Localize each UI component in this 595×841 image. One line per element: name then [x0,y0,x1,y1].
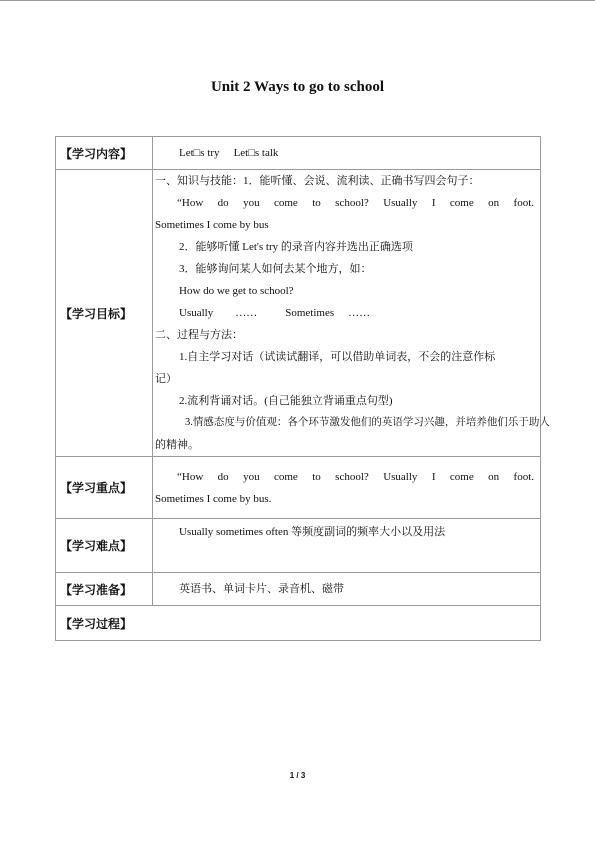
objective-line: Sometimes I come by bus [155,219,269,231]
cell-learning-objectives [153,170,550,457]
top-rule [0,0,595,1]
page-number: 1 / 3 [289,771,306,780]
lesson-plan-table [55,136,550,641]
objective-ellipsis: …… [348,307,371,319]
content-lets-try: Let□s try [179,147,220,159]
label-difficulties: 【学习难点】 [56,519,153,573]
label-process: 【学习过程】 [56,606,541,641]
key-point-line: “How do you come to school? Usually I come on foot. [177,470,534,483]
row-difficulties [56,519,541,573]
row-learning-objectives [56,170,541,457]
objective-line: 3.情感态度与价值观：各个环节激发他们的英语学习兴趣，并培养他们乐于助人 [185,417,550,428]
objective-line: 2.流利背诵对话。(自己能独立背诵重点句型) [179,395,393,407]
objective-line: “How do you come to school? Usually I come on foot. [177,197,534,209]
objective-line: 记） [155,373,177,385]
cell-difficulties [153,519,541,573]
row-key-points [56,457,541,519]
row-process [56,606,541,641]
objective-line [155,302,534,324]
preparation-text: 英语书、单词卡片、录音机、磁带 [179,583,344,595]
cell-key-points [153,457,541,519]
label-learning-content: 【学习内容】 [56,137,153,170]
objective-line: 2．能够听懂 Let's try 的录音内容并选出正确选项 [179,241,413,253]
row-preparation [56,573,541,606]
key-point-line: Sometimes I come by bus. [155,492,272,505]
content-lets-talk: Let□s talk [233,147,279,159]
label-preparation: 【学习准备】 [56,573,153,606]
difficulties-text: Usually sometimes often 等频度副词的频率大小以及用法 [179,526,446,538]
objective-line: How do we get to school? [179,285,294,297]
objective-ellipsis: …… [235,307,258,319]
objective-sometimes: Sometimes [285,307,335,319]
label-learning-objectives: 【学习目标】 [56,170,153,457]
objective-line: 1.自主学习对话（试读试翻译，可以借助单词表，不会的注意作标 [179,351,496,363]
objective-line: 一、知识与技能：1．能听懂、会说、流利读、正确书写四会句子： [155,175,480,187]
objective-line: 二、过程与方法： [155,329,243,341]
objective-line: 的精神。 [155,439,199,451]
row-learning-content [56,137,541,170]
cell-learning-content [153,137,541,170]
cell-preparation [153,573,541,606]
document-title: Unit 2 Ways to go to school [210,79,385,95]
objective-usually: Usually [179,307,214,319]
label-key-points: 【学习重点】 [56,457,153,519]
objective-line: 3．能够询问某人如何去某个地方，如： [179,263,372,275]
